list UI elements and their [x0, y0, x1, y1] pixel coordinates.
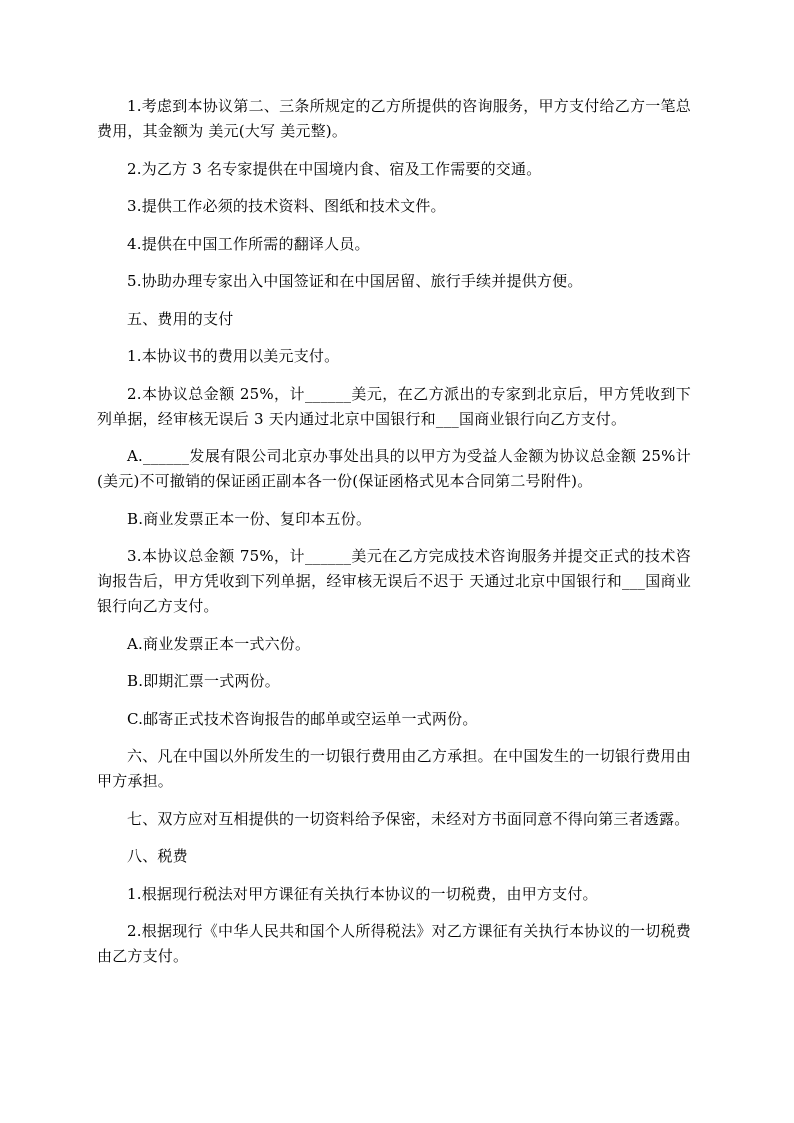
payment-item-a-guarantee: A.______发展有限公司北京办事处出具的以甲方为受益人金额为协议总金额 25%计(美元)不可撤销的保证函正副本各一份(保证函格式见本合同第二号附件)。	[97, 447, 691, 490]
clause-2-expert-accommodation: 2.为乙方 3 名专家提供在中国境内食、宿及工作需要的交通。	[127, 159, 542, 178]
payment-item-c-report-receipt: C.邮寄正式技术咨询报告的邮单或空运单一式两份。	[127, 709, 478, 728]
clause-1-consulting-fee: 1.考虑到本协议第二、三条所规定的乙方所提供的咨询服务，甲方支付给乙方一笔总费用，其金额为 美元(大写 美元整)。	[97, 97, 691, 140]
payment-item-b-invoice: B.商业发票正本一份、复印本五份。	[127, 509, 372, 528]
payment-clause-2-first-installment: 2.本协议总金额 25%，计______美元，在乙方派出的专家到北京后，甲方凭收到下列单据，经审核无误后 3 天内通过北京中国银行和___国商业银行向乙方支付。	[97, 384, 691, 428]
payment-clause-1-currency: 1.本协议书的费用以美元支付。	[127, 347, 340, 365]
tax-clause-2-party-b: 2.根据现行《中华人民共和国个人所得税法》对乙方课征有关执行本协议的一切税费由乙方支付。	[97, 922, 691, 965]
clause-3-technical-materials: 3.提供工作必须的技术资料、图纸和技术文件。	[127, 197, 446, 215]
payment-item-b-draft: B.即期汇票一式两份。	[127, 672, 280, 690]
clause-5-visa-assistance: 5.协助办理专家出入中国签证和在中国居留、旅行手续并提供方便。	[127, 272, 583, 290]
payment-item-a-invoice: A.商业发票正本一式六份。	[127, 634, 311, 653]
section-heading-payment: 五、费用的支付	[127, 309, 234, 328]
clause-4-translators: 4.提供在中国工作所需的翻译人员。	[127, 234, 370, 253]
payment-clause-3-second-installment: 3.本协议总金额 75%，计______美元在乙方完成技术咨询服务并提交正式的技术咨询报告后，甲方凭收到下列单据，经审核无误后不迟于 天通过北京中国银行和___国商业银行向乙方支付。	[97, 547, 691, 615]
tax-clause-1-party-a: 1.根据现行税法对甲方课征有关执行本协议的一切税费，由甲方支付。	[127, 884, 598, 903]
section-confidentiality: 七、双方应对互相提供的一切资料给予保密，未经对方书面同意不得向第三者透露。	[127, 809, 690, 828]
section-bank-charges: 六、凡在中国以外所发生的一切银行费用由乙方承担。在中国发生的一切银行费用由甲方承担。	[97, 747, 691, 790]
document-page	[97, 94, 691, 982]
section-heading-taxes: 八、税费	[127, 847, 188, 865]
